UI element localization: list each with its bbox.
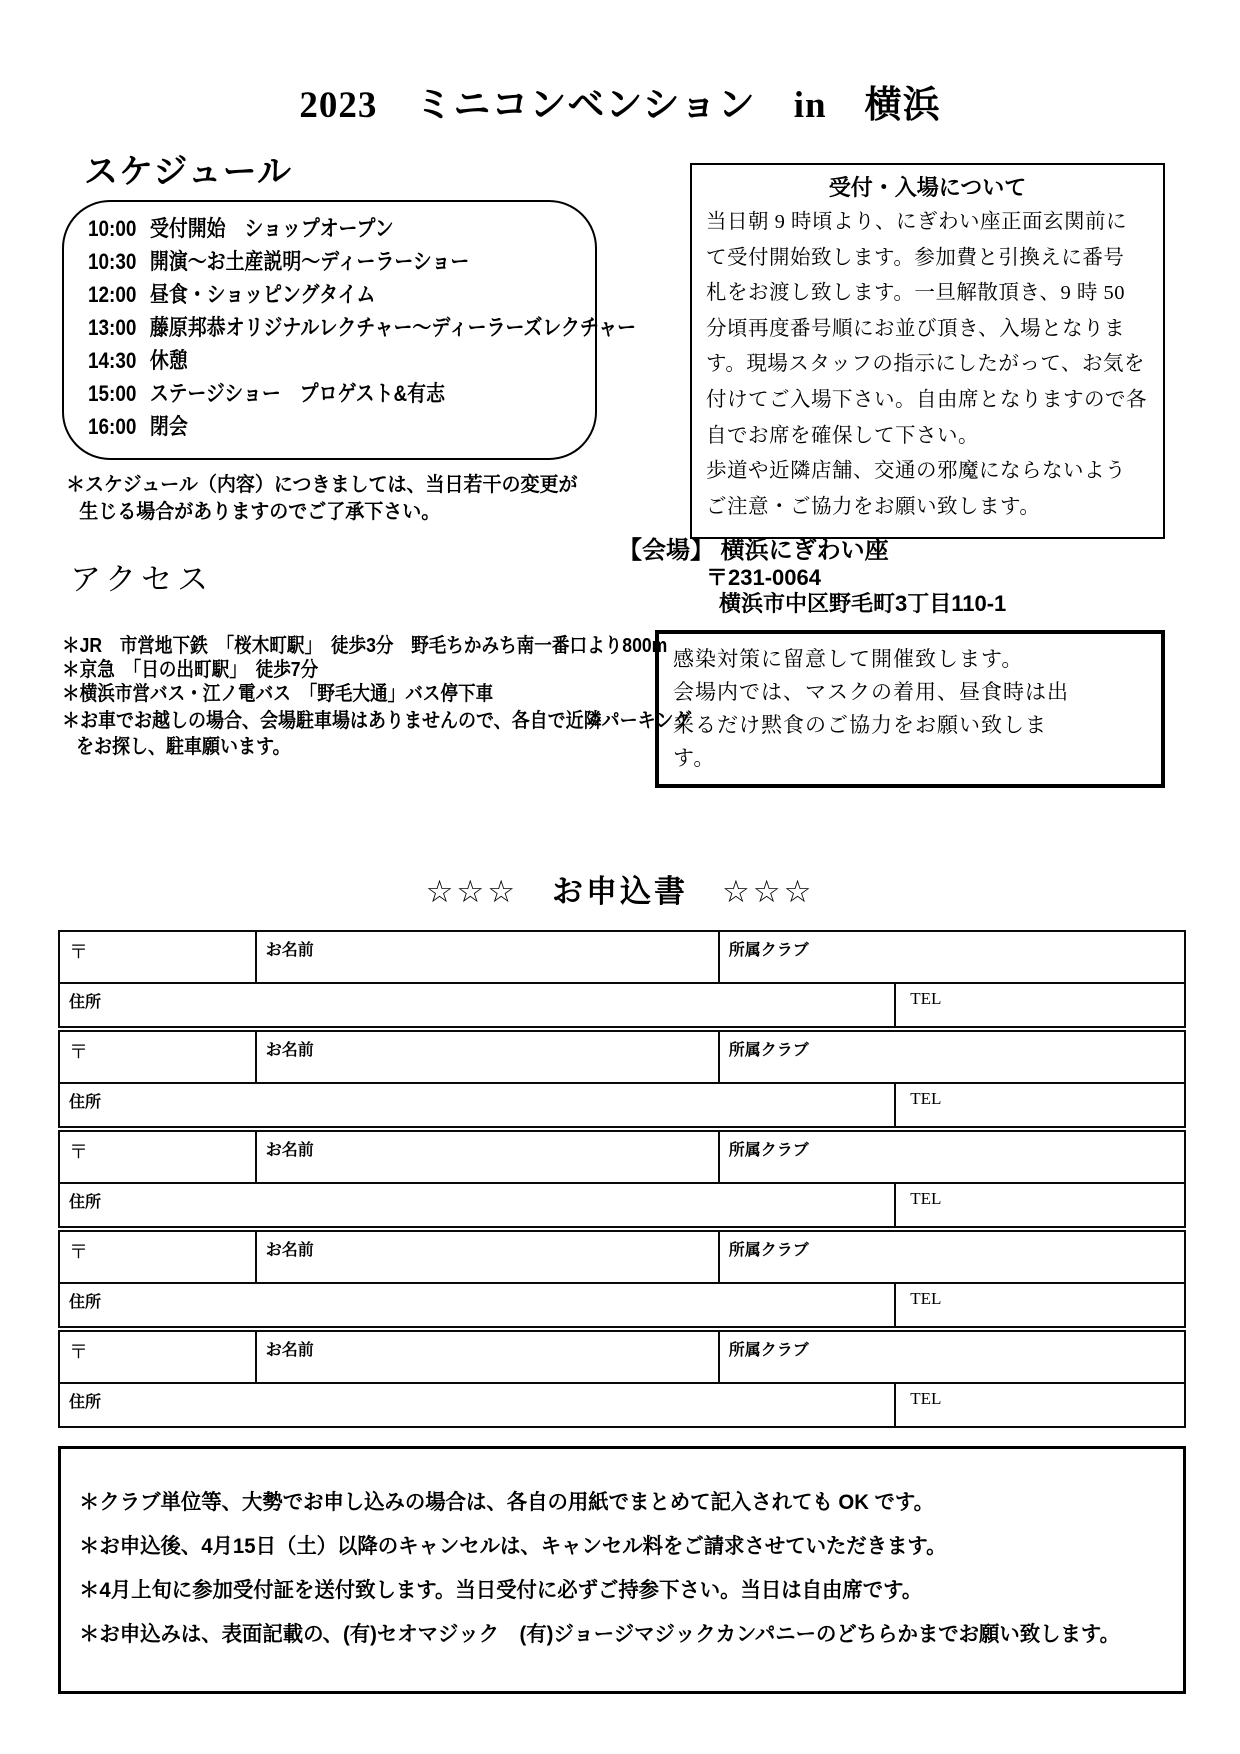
- club-label: 所属クラブ: [728, 1242, 809, 1259]
- schedule-item: [88, 278, 636, 311]
- schedule-time: 16:00: [88, 414, 137, 439]
- club-cell: [720, 1132, 1184, 1182]
- name-label: お名前: [265, 1142, 314, 1159]
- application-form-row-bottom: [60, 1184, 1184, 1226]
- schedule-event: 休憩: [149, 348, 188, 373]
- name-cell: [257, 932, 720, 982]
- application-form-row-top: [60, 1332, 1184, 1384]
- venue-postal-code: 〒231-0064: [706, 565, 821, 590]
- car-parking-note-line: ＊お車でお越しの場合、会場駐車場はありませんので、各自で近隣パーキング: [62, 710, 692, 732]
- tel-cell: [896, 1284, 1184, 1326]
- reception-line: 歩道や近隣店舗、交通の邪魔にならないよう: [706, 460, 1126, 483]
- address-cell: [60, 984, 896, 1026]
- application-note: ＊4月上旬に参加受付証を送付致します。当日受付に必ずご持参下さい。当日は自由席です。: [79, 1579, 923, 1602]
- reception-heading: 受付・入場について: [828, 175, 1027, 200]
- infection-control-line: 感染対策に留意して開催致します。: [673, 647, 1024, 671]
- postal-code-cell: [60, 932, 257, 982]
- club-cell: [720, 1032, 1184, 1082]
- club-label: 所属クラブ: [728, 1042, 809, 1059]
- address-cell: [60, 1384, 896, 1426]
- postal-mark: 〒: [69, 1042, 89, 1063]
- schedule-time: 14:30: [88, 348, 137, 373]
- reception-line: 当日朝 9 時頃より、にぎわい座正面玄関前に: [706, 211, 1127, 233]
- schedule-heading: スケジュール: [84, 153, 292, 191]
- name-label: お名前: [265, 1342, 314, 1359]
- schedule-item: [88, 245, 636, 278]
- application-form-row-bottom: [60, 1084, 1184, 1126]
- access-item: ＊JR 市営地下鉄 「桜木町駅」 徒歩3分 野毛ちかみち南一番口より800m: [62, 635, 668, 657]
- application-form-block: [58, 1330, 1186, 1428]
- name-label: お名前: [265, 942, 314, 959]
- application-note: ＊お申込後、4月15日（土）以降のキャンセルは、キャンセル料をご請求させていただきます。: [79, 1535, 947, 1558]
- club-cell: [720, 1332, 1184, 1382]
- postal-code-cell: [60, 1032, 257, 1082]
- schedule-event: 閉会: [149, 414, 188, 439]
- schedule-time: 13:00: [88, 315, 137, 340]
- name-cell: [257, 1332, 720, 1382]
- infection-control-line: す。: [673, 746, 716, 770]
- reception-body: [706, 205, 1149, 525]
- application-notes-box: [58, 1446, 1186, 1694]
- tel-cell: [896, 1184, 1184, 1226]
- postal-code-cell: [60, 1132, 257, 1182]
- name-cell: [257, 1132, 720, 1182]
- address-cell: [60, 1084, 896, 1126]
- schedule-note: [66, 472, 577, 526]
- address-label: 住所: [69, 1094, 102, 1111]
- schedule-time: 12:00: [88, 282, 137, 307]
- application-form-block: [58, 1030, 1186, 1128]
- postal-mark: 〒: [69, 1142, 89, 1163]
- postal-code-cell: [60, 1332, 257, 1382]
- schedule-event: 開演～お土産説明～ディーラーショー: [149, 249, 470, 274]
- name-label: お名前: [265, 1042, 314, 1059]
- address-label: 住所: [69, 1194, 102, 1211]
- application-form-row-bottom: [60, 984, 1184, 1026]
- reception-line: 札をお渡し致します。一旦解散頂き、9 時 50: [706, 282, 1126, 305]
- schedule-time: 10:30: [88, 249, 137, 274]
- tel-label: TEL: [910, 1189, 942, 1208]
- address-cell: [60, 1284, 896, 1326]
- club-cell: [720, 932, 1184, 982]
- tel-label: TEL: [910, 1089, 942, 1108]
- application-form-block: [58, 1230, 1186, 1328]
- postal-mark: 〒: [69, 1242, 89, 1263]
- name-label: お名前: [265, 1242, 314, 1259]
- schedule-item: [88, 410, 636, 443]
- page-title: 2023 ミニコンベンション in 横浜: [299, 85, 941, 126]
- application-form: [58, 930, 1186, 1430]
- reception-line: 分頃再度番号順にお並び頂き、入場となりま: [706, 317, 1126, 340]
- infection-control-line: 会場内では、マスクの着用、昼食時は出: [673, 680, 1069, 704]
- reception-line: 付けてご入場下さい。自由席となりますので各: [706, 388, 1147, 411]
- schedule-item: [88, 311, 636, 344]
- tel-cell: [896, 1384, 1184, 1426]
- address-label: 住所: [69, 1394, 102, 1411]
- application-form-row-bottom: [60, 1284, 1184, 1326]
- schedule-event: 昼食・ショッピングタイム: [149, 282, 376, 307]
- schedule-note-line: 生じる場合がありますのでご了承下さい。: [79, 501, 441, 523]
- schedule-item: [88, 377, 636, 410]
- name-cell: [257, 1032, 720, 1082]
- postal-mark: 〒: [69, 942, 89, 963]
- club-label: 所属クラブ: [728, 942, 809, 959]
- application-form-block: [58, 930, 1186, 1028]
- venue-name: 【会場】 横浜にぎわい座: [618, 537, 889, 564]
- club-label: 所属クラブ: [728, 1342, 809, 1359]
- club-label: 所属クラブ: [728, 1142, 809, 1159]
- tel-label: TEL: [910, 1289, 942, 1308]
- schedule-note-line: ＊スケジュール（内容）につきましては、当日若干の変更が: [66, 474, 578, 496]
- access-list: [62, 634, 750, 706]
- schedule-time: 10:00: [88, 216, 137, 241]
- infection-control-line: 来るだけ黙食のご協力をお願い致しま: [673, 713, 1047, 737]
- reception-line: す。現場スタッフの指示にしたがって、お気を: [706, 353, 1145, 376]
- application-form-row-bottom: [60, 1384, 1184, 1426]
- reception-line: ご注意・ご協力をお願い致します。: [706, 495, 1041, 518]
- club-cell: [720, 1232, 1184, 1282]
- address-label: 住所: [69, 1294, 102, 1311]
- access-heading: アクセス: [70, 562, 214, 597]
- venue-address: 横浜市中区野毛町3丁目110-1: [719, 591, 1007, 616]
- application-form-block: [58, 1130, 1186, 1228]
- reception-box: [690, 163, 1165, 539]
- schedule-time: 15:00: [88, 381, 137, 406]
- application-note: ＊お申込みは、表面記載の、(有)セオマジック (有)ジョージマジックカンパニーのどちらかまでお願い致します。: [79, 1623, 1120, 1646]
- application-form-row-top: [60, 1232, 1184, 1284]
- schedule-item: [88, 212, 636, 245]
- tel-cell: [896, 984, 1184, 1026]
- application-form-row-top: [60, 932, 1184, 984]
- infection-control-box: [655, 630, 1165, 788]
- tel-cell: [896, 1084, 1184, 1126]
- schedule-list: [88, 212, 725, 443]
- application-heading: ☆☆☆ お申込書 ☆☆☆: [425, 874, 815, 909]
- access-item: ＊京急 「日の出町駅」 徒歩7分: [62, 659, 319, 681]
- schedule-event: 受付開始 ショップオープン: [149, 216, 394, 241]
- address-label: 住所: [69, 994, 102, 1011]
- access-item: ＊横浜市営バス・江ノ電バス 「野毛大通」バス停下車: [62, 683, 494, 705]
- reception-line: て受付開始致します。参加費と引換えに番号: [706, 246, 1125, 269]
- schedule-event: 藤原邦恭オリジナルレクチャー～ディーラーズレクチャー: [149, 315, 637, 340]
- address-cell: [60, 1184, 896, 1226]
- postal-code-cell: [60, 1232, 257, 1282]
- schedule-event: ステージショー プロゲスト&有志: [149, 381, 446, 406]
- schedule-item: [88, 344, 636, 377]
- name-cell: [257, 1232, 720, 1282]
- application-note: ＊クラブ単位等、大勢でお申し込みの場合は、各自の用紙でまとめて記入されても OK です。: [79, 1491, 935, 1514]
- car-parking-note-line: をお探し、駐車願います。: [76, 736, 291, 758]
- application-form-row-top: [60, 1032, 1184, 1084]
- tel-label: TEL: [910, 989, 942, 1008]
- tel-label: TEL: [910, 1389, 942, 1408]
- venue-block: [618, 536, 1006, 617]
- application-form-row-top: [60, 1132, 1184, 1184]
- postal-mark: 〒: [69, 1342, 89, 1363]
- reception-line: 自でお席を確保して下さい。: [706, 424, 979, 447]
